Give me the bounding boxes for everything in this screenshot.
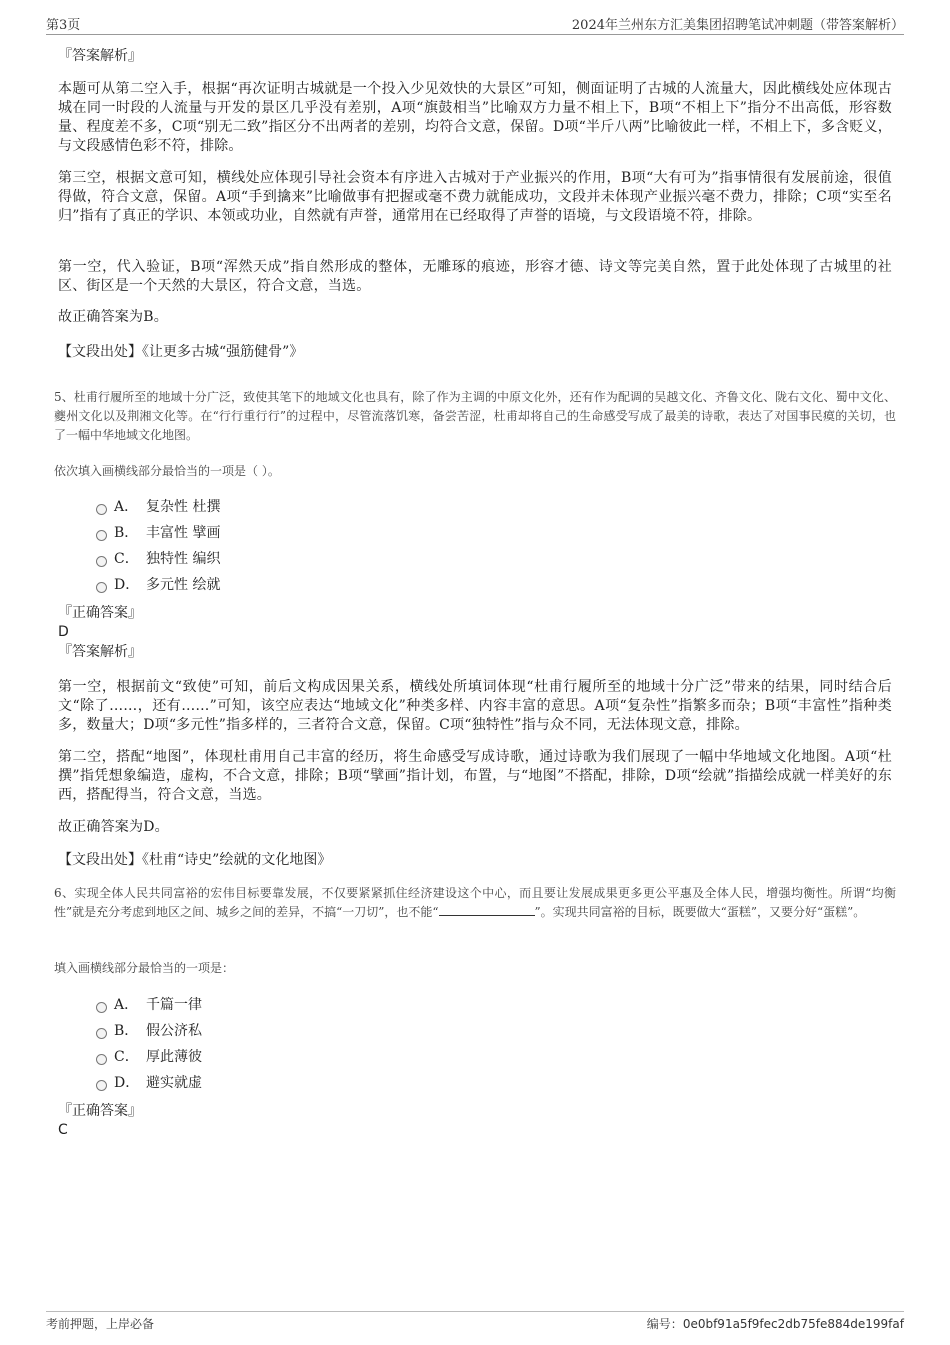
question-5-options (96, 497, 496, 601)
prev-analysis-label-block (58, 46, 892, 66)
correct-answer-statement: 故正确答案为D。 (58, 819, 169, 835)
question-prompt: 依次填入画横线部分最恰当的一项是（ ）。 (54, 464, 280, 478)
option-letter: C． (114, 1049, 139, 1065)
option-c[interactable] (96, 549, 496, 575)
option-text: 复杂性 杜撰 (146, 499, 221, 515)
question-5-prompt (54, 462, 896, 481)
option-letter: A． (114, 997, 139, 1013)
answer-blank (439, 903, 535, 916)
code-label: 编号： (646, 1317, 683, 1331)
question-6-options (96, 995, 496, 1099)
radio-button[interactable] (96, 582, 107, 593)
option-text: 丰富性 擘画 (146, 525, 221, 541)
option-letter: D． (114, 577, 140, 593)
q5-analysis-paragraph-1 (58, 678, 892, 735)
option-d[interactable] (96, 1073, 496, 1099)
page-number: 第3页 (46, 18, 81, 33)
analysis-paragraph: 本题可从第二空入手，根据“再次证明古城就是一个投入少见效快的大景区”可知，侧面证明了古城的人流量大，因此横线处应体现古城在同一时段的人流量与开发的景区几乎没有差别，A项“旗鼓相当”比喻双方力量不相上下，B项“不相上下”指分不出高低，形容数量、程度差不多，C项“别无二致”指区分不出两者的差别，均符合文意，保留。D项“半斤八两”比喻彼此一样，不相上下，多含贬义，与文段感情色彩不符，排除。 (58, 81, 892, 154)
question-6-answer (58, 1101, 258, 1140)
analysis-label: 『答案解析』 (58, 644, 142, 660)
analysis-label: 『答案解析』 (58, 48, 142, 64)
question-text-before: 6、实现全体人民共同富裕的宏伟目标要靠发展，不仅要紧紧抓住经济建设这个中心，而且要让发展成果更多更公平惠及全体人民，增强均衡性。所谓“均衡性”就是充分考虑到地区之间、城乡之间的差异，不搞“一刀切”，也不能“ (54, 886, 896, 919)
page-footer (46, 1311, 904, 1334)
question-5-answer (58, 603, 258, 662)
option-b[interactable] (96, 523, 496, 549)
question-6-prompt (54, 959, 896, 978)
prev-correct-answer-line (58, 308, 892, 327)
option-text: 千篇一律 (146, 997, 202, 1013)
footer-slogan: 考前押题，上岸必备 (46, 1317, 155, 1331)
option-text: 独特性 编织 (146, 551, 221, 567)
prev-analysis-paragraph-3 (58, 258, 892, 296)
correct-answer-statement: 故正确答案为B。 (58, 309, 168, 325)
document-title: 2024年兰州东方汇美集团招聘笔试冲刺题（带答案解析） (571, 18, 904, 33)
radio-button[interactable] (96, 1002, 107, 1013)
correct-answer-value: D (58, 624, 69, 640)
analysis-paragraph: 第一空，根据前文“致使”可知，前后文构成因果关系，横线处所填词体现“杜甫行履所至的地域十分广泛”带来的结果，同时结合后文“除了……，还有……”可知，该空应表达“地域文化”种类多样、内容丰富的意思。A项“复杂性”指繁多而杂；B项“丰富性”指种类多，数量大；D项“多元性”指多样的，三者符合文意，保留。C项“独特性”指与众不同，无法体现文意，排除。 (58, 679, 892, 733)
question-text (54, 884, 896, 922)
radio-button[interactable] (96, 1054, 107, 1065)
radio-button[interactable] (96, 1028, 107, 1039)
analysis-paragraph: 第二空，搭配“地图”，体现杜甫用自己丰富的经历，将生命感受写成诗歌，通过诗歌为我们展现了一幅中华地域文化地图。A项“杜撰”指凭想象编造，虚构，不合文意，排除；B项“擘画”指计划，布置，与“地图”不搭配，排除，D项“绘就”指描绘成就一样美好的东西，搭配得当，符合文意，当选。 (58, 749, 892, 803)
prev-source (58, 342, 892, 362)
option-letter: B． (114, 1023, 139, 1039)
source-citation: 【文段出处】《杜甫“诗史”绘就的文化地图》 (58, 852, 332, 868)
radio-button[interactable] (96, 1080, 107, 1091)
radio-button[interactable] (96, 504, 107, 515)
option-letter: B． (114, 525, 139, 541)
option-a[interactable] (96, 497, 496, 523)
option-d[interactable] (96, 575, 496, 601)
correct-answer-value: C (58, 1122, 68, 1138)
correct-answer-label: 『正确答案』 (58, 605, 142, 621)
option-letter: A． (114, 499, 139, 515)
correct-answer-label: 『正确答案』 (58, 1103, 142, 1119)
radio-button[interactable] (96, 556, 107, 567)
page-header (46, 14, 904, 35)
question-5 (54, 388, 896, 445)
question-text: 5、杜甫行履所至的地域十分广泛，致使其笔下的地域文化也具有，除了作为主调的中原文化外，还有作为配调的吴越文化、齐鲁文化、陇右文化、蜀中文化、夔州文化以及荆湘文化等。在“行行重行行”的过程中，尽管流落饥寒，备尝苦涩，杜甫却将自己的生命感受写成了最美的诗歌，表达了对国事民瘼的关切，也 了一幅中华地域文化地图。 (54, 390, 896, 442)
option-text: 假公济私 (146, 1023, 202, 1039)
option-c[interactable] (96, 1047, 496, 1073)
code-value: 0e0bf91a5f9fec2db75fe884de199faf (682, 1317, 904, 1331)
source-citation: 【文段出处】《让更多古城“强筋健骨”》 (58, 344, 304, 360)
prev-analysis-paragraph-1 (58, 80, 892, 156)
analysis-paragraph: 第一空，代入验证，B项“浑然天成”指自然形成的整体，无雕琢的痕迹，形容才德、诗文等完美自然，置于此处体现了古城里的社区、街区是一个天然的大景区，符合文意，当选。 (58, 259, 892, 294)
prev-analysis-paragraph-2 (58, 169, 892, 226)
document-code (647, 1315, 904, 1332)
option-a[interactable] (96, 995, 496, 1021)
analysis-paragraph: 第三空，根据文意可知，横线处应体现引导社会资本有序进入古城对于产业振兴的作用，B项“大有可为”指事情很有发展前途，很值得做，符合文意，保留。A项“手到擒来”比喻做事有把握或毫不费力就能成功，文段并未体现产业振兴毫不费力，排除；C项“实至名归”指有了真正的学识、本领或功业，自然就有声誉，通常用在已经取得了声誉的语境，与文段语境不符，排除。 (58, 170, 892, 224)
option-text: 避实就虚 (146, 1075, 202, 1091)
option-letter: C． (114, 551, 139, 567)
option-letter: D． (114, 1075, 140, 1091)
q5-source (58, 850, 892, 870)
option-b[interactable] (96, 1021, 496, 1047)
question-prompt: 填入画横线部分最恰当的一项是： (54, 961, 235, 975)
q5-analysis-paragraph-2 (58, 748, 892, 805)
option-text: 多元性 绘就 (146, 577, 221, 593)
question-text-after: ”。实现共同富裕的目标，既要做大“蛋糕”，又要分好“蛋糕”。 (534, 905, 866, 919)
q5-correct-answer-line (58, 818, 892, 837)
question-6 (54, 884, 896, 922)
radio-button[interactable] (96, 530, 107, 541)
option-text: 厚此薄彼 (146, 1049, 202, 1065)
